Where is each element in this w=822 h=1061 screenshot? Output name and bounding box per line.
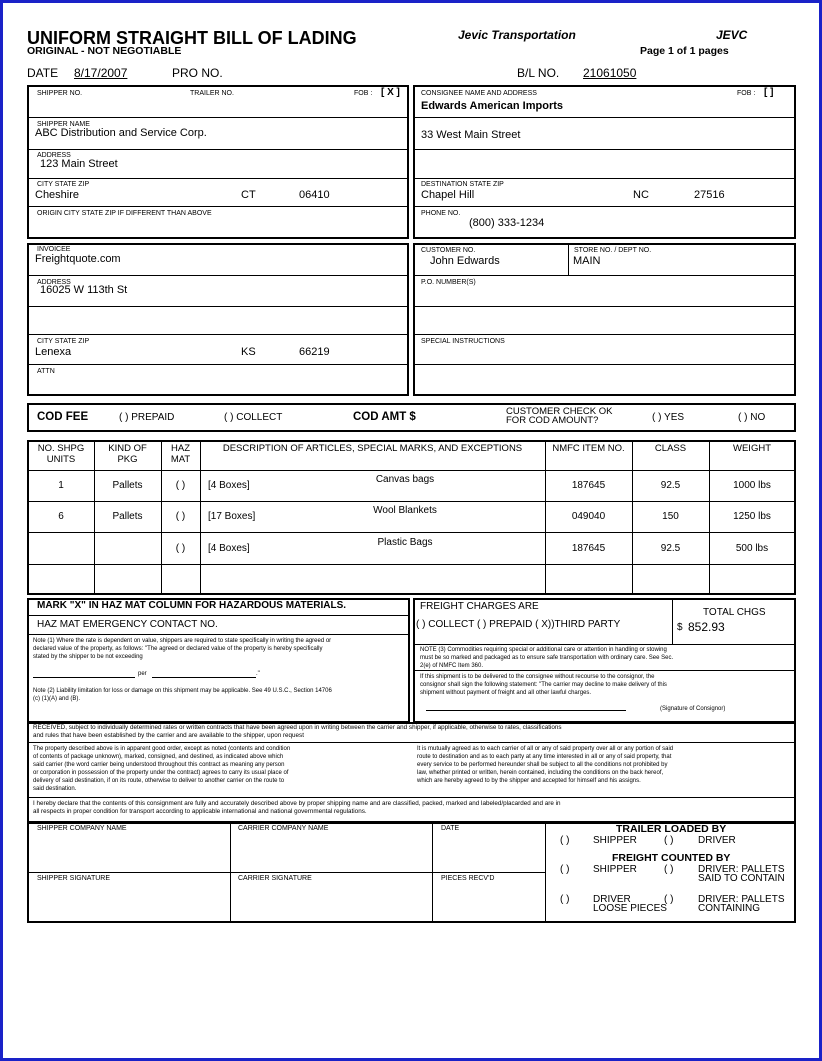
invoicee-box [27,243,409,396]
counted-shipper-checkbox[interactable]: ( ) [560,864,570,875]
legal-left-4: or corporation in possession of the property under the contract) agrees to carry its usual place of [33,770,289,776]
row1-kind: Pallets [112,480,143,491]
check-yes-option[interactable]: ( ) YES [652,412,685,423]
row1-class: 92.5 [660,480,681,491]
origin-label: ORIGIN CITY STATE ZIP IF DIFFERENT THAN ABOVE [37,210,212,217]
row2-units: 6 [58,511,64,522]
trailer-loaded-label: TRAILER LOADED BY [616,823,727,835]
carrier-name: Jevic Transportation [458,28,576,42]
invoicee-state: KS [241,346,256,358]
col-kind-header-1: KIND OF [108,443,147,454]
carrier-company-label: CARRIER COMPANY NAME [238,825,329,832]
row2-haz[interactable]: ( ) [175,511,186,522]
special-instructions-label: SPECIAL INSTRUCTIONS [421,338,505,345]
document-subtitle: ORIGINAL - NOT NEGOTIABLE [27,45,182,57]
said-to-contain-label: SAID TO CONTAIN [698,873,785,884]
legal-left-2: of contents of package unknown), marked, consigned, and destined, as indicated above which [33,754,284,760]
recourse-line3: shipment without payment of freight and all other lawful charges. [420,690,592,696]
row1-boxes: [4 Boxes] [208,480,250,491]
hazmat-mark-instruction: MARK "X" IN HAZ MAT COLUMN FOR HAZARDOUS MATERIALS. [37,600,347,611]
shipper-company-label: SHIPPER COMPANY NAME [37,825,127,832]
invoicee-name: Freightquote.com [35,253,121,265]
declaration-line2: all respects in proper condition for transport according to applicable international and national governmental regulations. [33,808,367,815]
consignee-state: NC [633,189,649,201]
loaded-shipper-label: SHIPPER [593,835,637,846]
consignee-zip: 27516 [694,189,725,201]
recourse-line1: If this shipment is to be delivered to the consignee without recourse to the consignor, the [420,674,655,680]
date-label: DATE [27,66,59,80]
consignee-city: Chapel Hill [421,189,475,201]
page-count: Page 1 of 1 pages [640,45,729,57]
invoicee-city: Lenexa [35,346,72,358]
consignee-fob-label: FOB : [737,90,756,97]
carrier-scac: JEVC [716,28,748,42]
row3-boxes: [4 Boxes] [208,543,250,554]
phone-value: (800) 333-1234 [469,217,545,229]
store-value: MAIN [573,255,601,267]
received-line1: RECEIVED, subject to individually determined rates or written contracts that have been agreed upon in writing between the carrier and shipper, if applicable, otherwise to rates, classifications [33,724,562,731]
col-nmfc-header: NMFC ITEM NO. [552,443,625,454]
customer-check-line2: FOR COD AMOUNT? [506,415,599,426]
carrier-signature-label: CARRIER SIGNATURE [238,875,312,882]
invoicee-csz-label: CITY STATE ZIP [37,338,90,345]
note3-line2: must be so marked and packaged as to ensure safe transportation with ordinary care. See Sec. [420,655,674,661]
pro-number-label: PRO NO. [172,66,223,80]
total-charges-label: TOTAL CHGS [703,607,766,618]
legal-right-5: which are hereby agreed to by the shipper and accepted for himself and his assigns. [417,778,641,784]
col-haz-header-1: HAZ [171,443,190,454]
loaded-driver-label: DRIVER [698,835,736,846]
invoicee-address: 16025 W 113th St [40,284,128,296]
row2-kind: Pallets [112,511,143,522]
attn-label: ATTN [37,368,55,375]
legal-right-1: It is mutually agreed as to each carrier of all or any of said property over all or any portion of said [417,746,674,752]
consignor-signature-label: (Signature of Consignor) [660,706,726,712]
loaded-shipper-checkbox[interactable]: ( ) [560,835,570,846]
legal-left-3: said carrier (the word carrier being understood throughout this contract as meaning any person [33,762,285,768]
note1-line2: declared value of the property, as follows: "The agreed or declared value of the property is hereby specifically [33,646,323,652]
col-class-header: CLASS [654,443,687,454]
per-quote-mark: ." [256,671,260,677]
consignee-label: CONSIGNEE NAME AND ADDRESS [421,90,537,97]
col-units-header-1: NO. SHPG [37,443,85,454]
shipper-zip: 06410 [299,189,330,201]
sign-date-label: DATE [441,825,460,832]
counted-driver-pallets-2-label: DRIVER: PALLETS [698,894,785,905]
row1-haz[interactable]: ( ) [175,480,186,491]
counted-driver-loose-checkbox[interactable]: ( ) [560,894,570,905]
shipper-name: ABC Distribution and Service Corp. [35,127,207,139]
containing-label: CONTAINING [698,903,761,914]
per-label: per [138,671,147,677]
consignee-name: Edwards American Imports [421,100,564,112]
freight-counted-label: FREIGHT COUNTED BY [612,852,731,864]
row2-class: 150 [662,511,679,522]
declaration-line1: I hereby declare that the contents of this consignment are fully and accurately described above by proper shipping name and are classified, packed, marked and labeled/placarded and are in [33,800,561,807]
store-label: STORE NO. / DEPT NO. [574,247,652,254]
legal-left-1: The property described above is in apparent good order, except as noted (contents and condition [33,746,291,752]
note1-line3: stated by the shipper to be not exceeding [33,654,143,660]
note3-line3: 2(e) of NMFC Item 360. [420,663,484,669]
counted-driver-containing-checkbox[interactable]: ( ) [664,894,674,905]
counted-driver-pallets-checkbox[interactable]: ( ) [664,864,674,875]
row3-weight: 500 lbs [735,543,769,554]
shipper-state: CT [241,189,256,201]
cod-collect-option[interactable]: ( ) COLLECT [224,412,283,423]
col-units-header-2: UNITS [46,454,76,465]
customer-check-line1: CUSTOMER CHECK OK [506,406,613,417]
note2-line1: Note (2) Liability limitation for loss or damage on this shipment may be applicable. See 49 U.S.C., Section 14706 [33,688,332,694]
invoicee-zip: 66219 [299,346,330,358]
shipper-fob-value: [ X ] [381,87,400,98]
shipper-number-label: SHIPPER NO. [37,90,83,97]
counted-shipper-label: SHIPPER [593,864,637,875]
loose-pieces-label: LOOSE PIECES [593,903,667,914]
shipper-fob-label: FOB : [354,90,373,97]
shipper-name-label: SHIPPER NAME [37,121,90,128]
row3-nmfc: 187645 [571,543,606,554]
row2-boxes: [17 Boxes] [208,511,256,522]
row2-weight: 1250 lbs [733,511,771,522]
row3-class: 92.5 [660,543,681,554]
cod-prepaid-option[interactable]: ( ) PREPAID [119,412,175,423]
freight-charges-label: FREIGHT CHARGES ARE [420,601,539,612]
row1-units: 1 [58,480,64,491]
row1-description: Canvas bags [375,474,435,485]
document-title: UNIFORM STRAIGHT BILL OF LADING [27,28,357,48]
row3-description: Plastic Bags [377,537,433,548]
col-haz-header-2: MAT [170,454,191,465]
bl-number-label: B/L NO. [517,66,560,80]
check-no-option[interactable]: ( ) NO [738,412,766,423]
invoicee-label: INVOICEE [37,246,71,253]
legal-left-6: said destination. [33,786,77,792]
shipper-signature-label: SHIPPER SIGNATURE [37,875,110,882]
customer-number-label: CUSTOMER NO. [421,247,476,254]
recourse-line2: consignor shall sign the following statement: "The carrier may decline to make delivery of this [420,682,667,688]
col-description-header: DESCRIPTION OF ARTICLES, SPECIAL MARKS, AND EXCEPTIONS [222,443,523,454]
loaded-driver-checkbox[interactable]: ( ) [664,835,674,846]
trailer-number-label: TRAILER NO. [190,90,234,97]
row3-haz[interactable]: ( ) [175,543,186,554]
received-line2: and rules that have been established by the carrier and are available to the shipper, upon request [33,732,304,739]
note1-line1: Note (1) Where the rate is dependent on value, shippers are required to state specifically in writing the agreed or [33,638,332,644]
shipper-address: 123 Main Street [40,158,118,170]
note2-line2: (c) (1)(A) and (B). [33,696,81,702]
legal-right-3: every service to be performed hereunder shall be subject to all the conditions not prohibited by [417,762,668,768]
freight-charge-options[interactable]: ( ) COLLECT ( ) PREPAID ( X))THIRD PARTY [416,619,621,630]
pieces-received-label: PIECES RECV'D [441,875,495,882]
customer-number: John Edwards [430,255,500,267]
note3-line1: NOTE (3) Commodities requiring special or additional care or attention in handling or stowing [420,647,667,653]
row1-nmfc: 187645 [571,480,606,491]
cod-amount-label: COD AMT $ [353,411,416,423]
destination-label: DESTINATION STATE ZIP [421,181,504,188]
counted-driver-label: DRIVER [593,894,631,905]
legal-left-5: delivery of said destination, if on its route, otherwise to deliver to another carrier on the route to [33,778,285,784]
date-value: 8/17/2007 [74,66,128,80]
shipper-csz-label: CITY STATE ZIP [37,181,90,188]
hazmat-emergency-label: HAZ MAT EMERGENCY CONTACT NO. [37,619,218,630]
consignee-address: 33 West Main Street [421,129,521,141]
shipper-city: Cheshire [35,189,80,201]
total-charges-value: 852.93 [688,620,725,634]
shipper-address-label: ADDRESS [37,152,71,159]
legal-right-4: law, whether printed or written, herein contained, including the conditions on the back hereof, [417,770,664,776]
row1-weight: 1000 lbs [733,480,771,491]
col-weight-header: WEIGHT [733,443,771,454]
row2-nmfc: 049040 [571,511,606,522]
row2-description: Wool Blankets [373,505,437,516]
col-kind-header-2: PKG [117,454,138,465]
po-number-label: P.O. NUMBER(S) [421,279,476,286]
phone-label: PHONE NO. [421,210,461,217]
counted-driver-pallets-label: DRIVER: PALLETS [698,864,785,875]
legal-right-2: route to destination and as to each party at any time interested in all or any of said property, that [417,754,672,760]
bl-number-value: 21061050 [583,66,637,80]
cod-fee-label: COD FEE [37,411,89,423]
invoicee-address-label: ADDRESS [37,279,71,286]
total-dollar-sign: $ [677,622,683,633]
consignee-fob-value: [ ] [764,87,774,98]
